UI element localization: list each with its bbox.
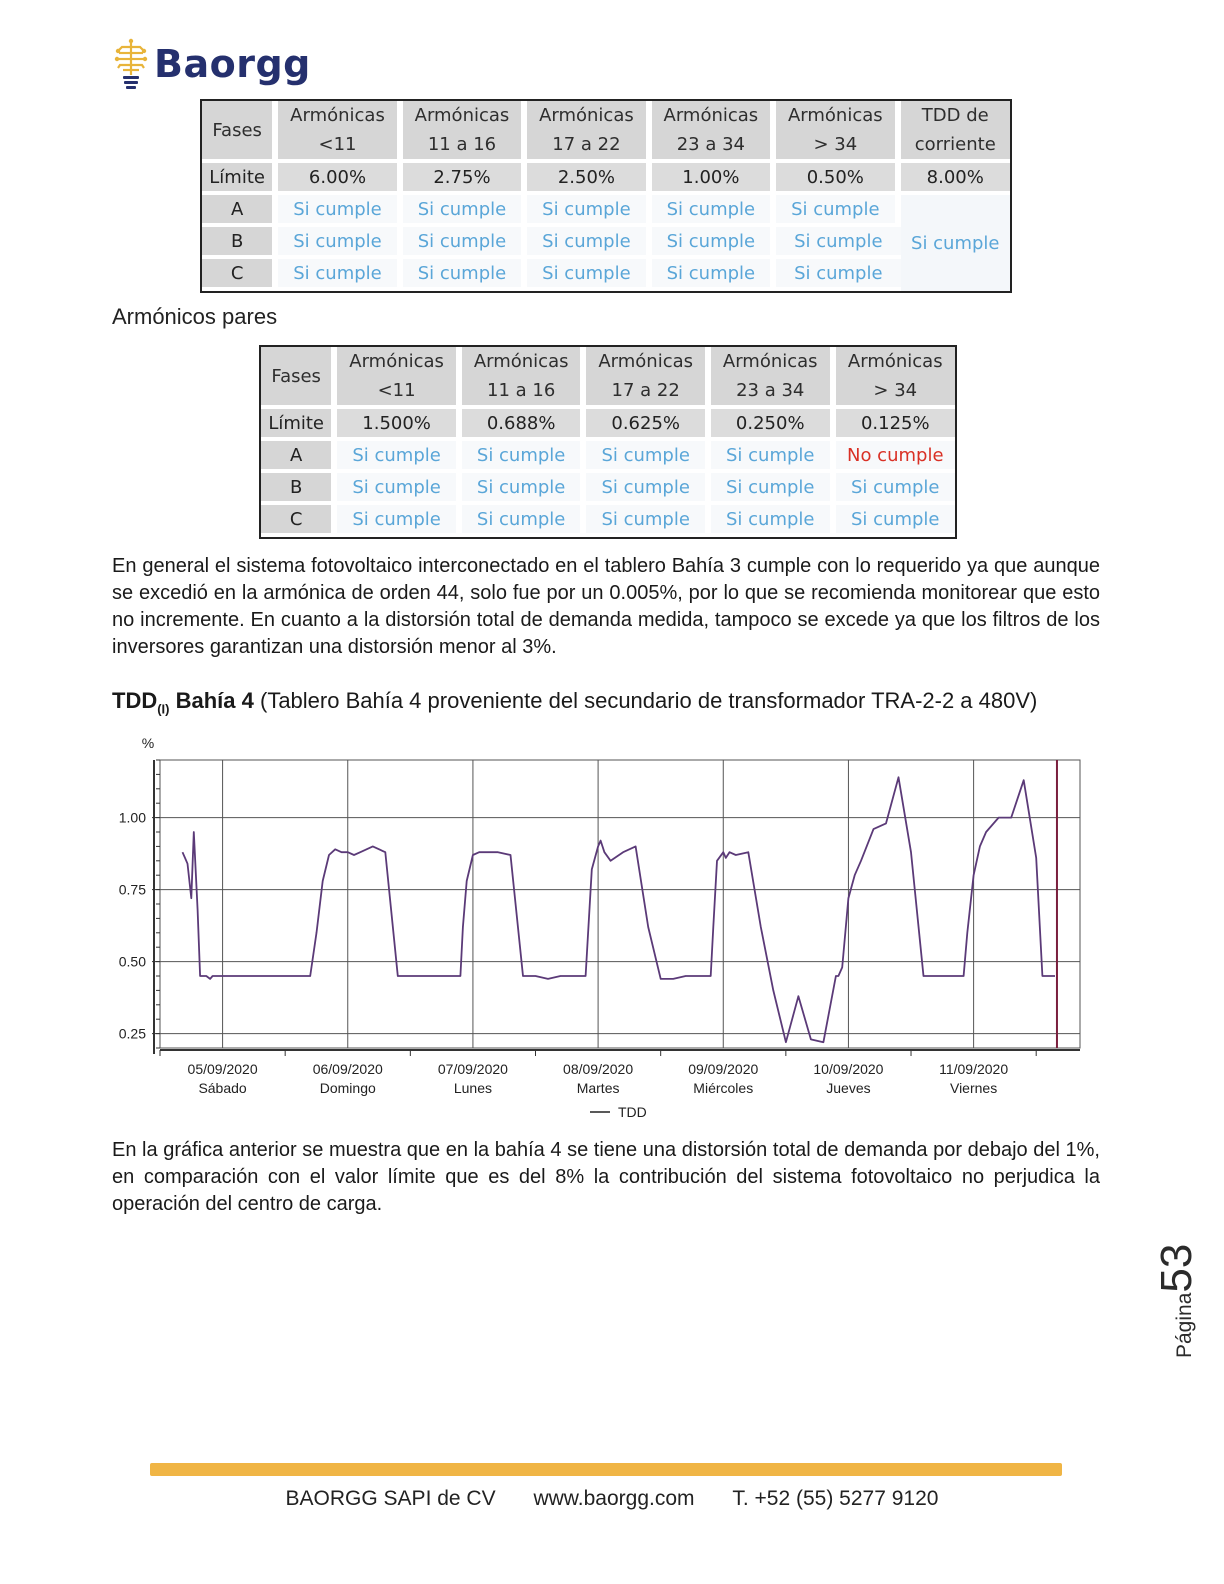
lightbulb-circuit-icon [112, 37, 150, 91]
compliance-cell: Si cumple [403, 259, 527, 291]
table-row [261, 441, 955, 473]
footer-phone: T. +52 (55) 5277 9120 [732, 1487, 939, 1510]
compliance-cell: Si cumple [586, 441, 711, 473]
compliance-cell: Si cumple [836, 505, 955, 537]
brand-name: Baorgg [154, 42, 311, 86]
header-line: TDD de [921, 105, 989, 126]
conclusion-paragraph: En la gráfica anterior se muestra que en la bahía 4 se tiene una distorsión total de demanda por debajo del 1%, en comparación con el valor límite que es del 8% la contribución del sistema fotovoltaico no perjudica la operación del centro de carga. [112, 1139, 1100, 1215]
limit-label: Límite [261, 409, 337, 441]
header-line: 17 a 22 [611, 380, 680, 401]
limit-value: 0.125% [836, 409, 955, 441]
table_odd-header-0 [202, 101, 278, 163]
phase-label: B [202, 227, 278, 259]
header-line: 11 a 16 [487, 380, 556, 401]
table_odd-header-2 [403, 101, 527, 163]
header-line: Armónicas [349, 351, 444, 372]
x-tick-day: Sábado [198, 1080, 247, 1096]
limit-value: 0.625% [586, 409, 711, 441]
compliance-cell: Si cumple [278, 195, 402, 227]
header-line: Armónicas [414, 105, 510, 126]
table_even-header-0 [261, 347, 337, 409]
legend-label: TDD [618, 1104, 647, 1120]
limit-value: 2.75% [403, 163, 527, 195]
footer-divider [150, 1463, 1062, 1476]
compliance-cell: Si cumple [278, 259, 402, 291]
compliance-cell: Si cumple [652, 227, 776, 259]
header-line: 17 a 22 [552, 134, 621, 155]
table-row [202, 259, 1010, 291]
x-tick-date: 10/09/2020 [813, 1061, 884, 1077]
header-line: Fases [212, 119, 262, 141]
footer-website[interactable]: www.baorgg.com [533, 1487, 695, 1510]
table_even-header-2 [462, 347, 587, 409]
limit-value: 2.50% [527, 163, 651, 195]
odd-harmonics-table [200, 99, 1012, 293]
compliance-cell: Si cumple [403, 227, 527, 259]
table_even-header-3 [586, 347, 711, 409]
limit-value: 0.50% [776, 163, 900, 195]
header-line: > 34 [873, 380, 918, 401]
header-line: 23 a 34 [736, 380, 805, 401]
tdd-compliance-cell: Si cumple [901, 195, 1010, 291]
phase-label: A [261, 441, 337, 473]
limit-value: 6.00% [278, 163, 402, 195]
y-tick-label: 1.00 [118, 809, 146, 826]
header-line: 23 a 34 [676, 134, 746, 155]
table-row [261, 473, 955, 505]
page-number [1130, 1230, 1201, 1370]
phase-label: A [202, 195, 278, 227]
compliance-cell: Si cumple [652, 195, 776, 227]
limit-value: 1.500% [337, 409, 462, 441]
y-tick-label: 0.50 [118, 953, 146, 970]
compliance-cell: Si cumple [711, 505, 836, 537]
compliance-cell: Si cumple [836, 473, 955, 505]
x-tick-day: Lunes [453, 1080, 493, 1096]
header-line: 11 a 16 [427, 134, 497, 155]
limit-value: 0.250% [711, 409, 836, 441]
x-tick-date: 11/09/2020 [939, 1061, 1009, 1077]
compliance-cell: Si cumple [462, 441, 587, 473]
compliance-cell: Si cumple [527, 227, 651, 259]
limit-value: 8.00% [901, 163, 1010, 195]
compliance-cell: No cumple [836, 441, 955, 473]
limit-value: 1.00% [652, 163, 776, 195]
table_even-header-1 [337, 347, 462, 409]
compliance-cell: Si cumple [776, 259, 900, 291]
compliance-cell: Si cumple [776, 195, 900, 227]
compliance-cell: Si cumple [527, 259, 651, 291]
compliance-cell: Si cumple [711, 473, 836, 505]
even-harmonics-table [259, 345, 957, 539]
title-bahia: Bahía 4 [169, 688, 254, 713]
compliance-cell: Si cumple [462, 505, 587, 537]
limit-value: 0.688% [462, 409, 587, 441]
compliance-cell: Si cumple [337, 473, 462, 505]
compliance-cell: Si cumple [337, 441, 462, 473]
header-line: Armónicas [539, 105, 634, 126]
limit-row [261, 409, 955, 441]
table-header-row [261, 347, 955, 409]
x-tick-day: Martes [576, 1080, 620, 1096]
header-line: Fases [271, 365, 321, 387]
header-line: Armónicas [847, 351, 943, 372]
compliance-cell: Si cumple [586, 505, 711, 537]
table-row [202, 195, 1010, 227]
compliance-cell: Si cumple [278, 227, 402, 259]
compliance-cell: Si cumple [652, 259, 776, 291]
plot-area [160, 760, 1080, 1048]
compliance-cell: Si cumple [711, 441, 836, 473]
table_odd-header-6 [901, 101, 1010, 163]
x-tick-date: 09/09/2020 [688, 1061, 759, 1077]
x-tick-date: 08/09/2020 [563, 1061, 634, 1077]
header-line: <11 [318, 134, 357, 155]
title-description: (Tablero Bahía 4 proveniente del secundario de transformador TRA-2-2 a 480V) [253, 688, 1038, 713]
phase-label: B [261, 473, 337, 505]
section-title [112, 688, 1037, 716]
compliance-cell: Si cumple [776, 227, 900, 259]
table-row [261, 505, 955, 537]
header-line: Armónicas [787, 105, 883, 126]
tdd-line-chart [100, 730, 1100, 1130]
x-tick-date: 06/09/2020 [312, 1061, 383, 1077]
x-tick-day: Viernes [949, 1080, 998, 1096]
table_odd-header-3 [527, 101, 651, 163]
limit-row [202, 163, 1010, 195]
compliance-cell: Si cumple [586, 473, 711, 505]
x-tick-date: 07/09/2020 [437, 1061, 508, 1077]
analysis-paragraph: En general el sistema fotovoltaico interconectado en el tablero Bahía 3 cumple con lo requerido ya que aunque se excedió en la armónica de orden 44, solo fue por un 0.005%, por lo que se recomienda monitorear que esto no incremente. En cuanto a la distorsión total de demanda medida, tampoco se excede ya que los filtros de los inversores garantizan una distorsión menor al 3%. [112, 555, 1100, 658]
compliance-cell: Si cumple [462, 473, 587, 505]
even-harmonics-heading: Armónicos pares [112, 304, 278, 329]
header-line: > 34 [813, 134, 858, 155]
header-line: corriente [914, 134, 996, 155]
compliance-cell: Si cumple [337, 505, 462, 537]
x-tick-day: Jueves [826, 1080, 871, 1096]
header-line: Armónicas [722, 351, 818, 372]
page-label: Página [1173, 1292, 1196, 1358]
table_odd-header-4 [652, 101, 776, 163]
y-tick-label: 0.75 [118, 881, 146, 898]
compliance-cell: Si cumple [403, 195, 527, 227]
header-line: <11 [377, 380, 416, 401]
compliance-cell: Si cumple [527, 195, 651, 227]
x-tick-date: 05/09/2020 [187, 1061, 258, 1077]
company-logo [112, 36, 311, 92]
limit-label: Límite [202, 163, 278, 195]
y-axis-label: % [141, 735, 155, 751]
header-line: Armónicas [598, 351, 694, 372]
table-row [202, 227, 1010, 259]
title-sub: (I) [157, 701, 170, 717]
page-number-value: 53 [1152, 1243, 1201, 1293]
table_odd-header-1 [278, 101, 402, 163]
table_odd-header-5 [776, 101, 900, 163]
footer-company: BAORGG SAPI de CV [285, 1487, 496, 1510]
phase-label: C [261, 505, 337, 537]
footer [0, 1487, 1224, 1511]
x-tick-day: Domingo [319, 1080, 376, 1096]
x-tick-day: Miércoles [693, 1080, 754, 1096]
header-line: Armónicas [290, 105, 385, 126]
table_even-header-5 [836, 347, 955, 409]
title-tdd: TDD [112, 688, 158, 713]
phase-label: C [202, 259, 278, 291]
table-header-row [202, 101, 1010, 163]
header-line: Armónicas [663, 105, 759, 126]
y-tick-label: 0.25 [118, 1025, 146, 1042]
table_even-header-4 [711, 347, 836, 409]
header-line: Armónicas [473, 351, 569, 372]
